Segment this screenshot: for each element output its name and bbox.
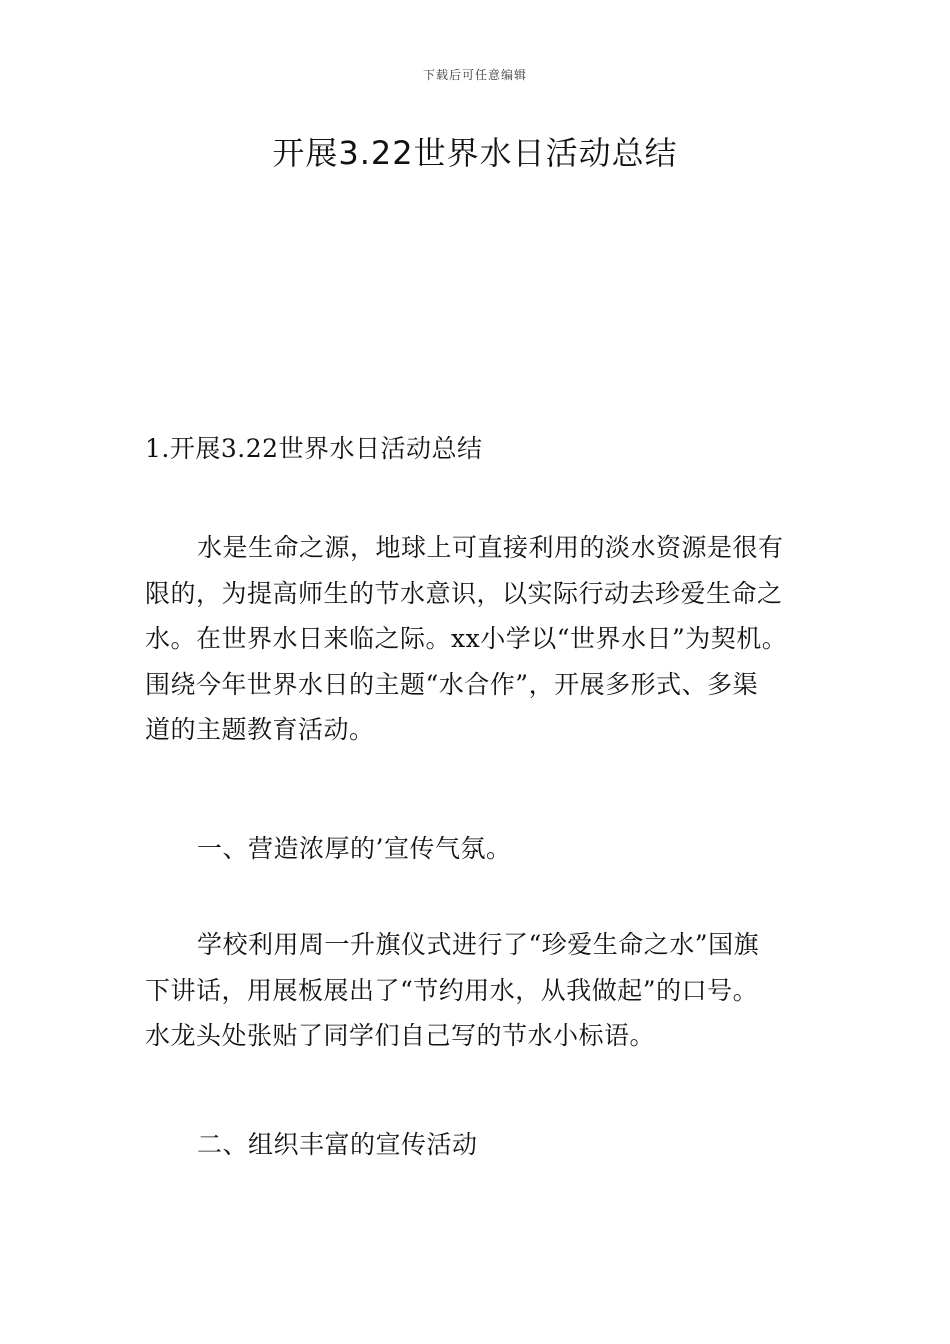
school-paragraph xyxy=(145,922,835,1059)
paragraph-line: 水龙头处张贴了同学们自己写的节水小标语。 xyxy=(145,1021,656,1050)
paragraph-line: 围绕今年世界水日的主题“水合作”，开展多形式、多渠 xyxy=(145,669,759,699)
header-note: 下载后可任意编辑 xyxy=(422,68,527,82)
paragraph-line: 限的，为提高师生的节水意识，以实际行动去珍爱生命之 xyxy=(145,578,783,608)
paragraph-line: 下讲话，用展板展出了“节约用水，从我做起”的口号。 xyxy=(145,975,759,1005)
subheading-one: 一、营造浓厚的’宣传气氛。 xyxy=(197,834,512,863)
intro-paragraph xyxy=(145,525,835,753)
document-title: 开展3.22世界水日活动总结 xyxy=(272,134,678,172)
section-heading: 1.开展3.22世界水日活动总结 xyxy=(145,434,483,463)
paragraph-line: 道的主题教育活动。 xyxy=(145,715,375,744)
subheading-two: 二、组织丰富的宣传活动 xyxy=(197,1130,478,1159)
paragraph-line: 水是生命之源，地球上可直接利用的淡水资源是很有 xyxy=(197,533,784,562)
paragraph-line: 水。在世界水日来临之际。xx小学以“世界水日”为契机。 xyxy=(145,624,788,653)
paragraph-line: 学校利用周一升旗仪式进行了“珍爱生命之水”国旗 xyxy=(197,930,760,959)
